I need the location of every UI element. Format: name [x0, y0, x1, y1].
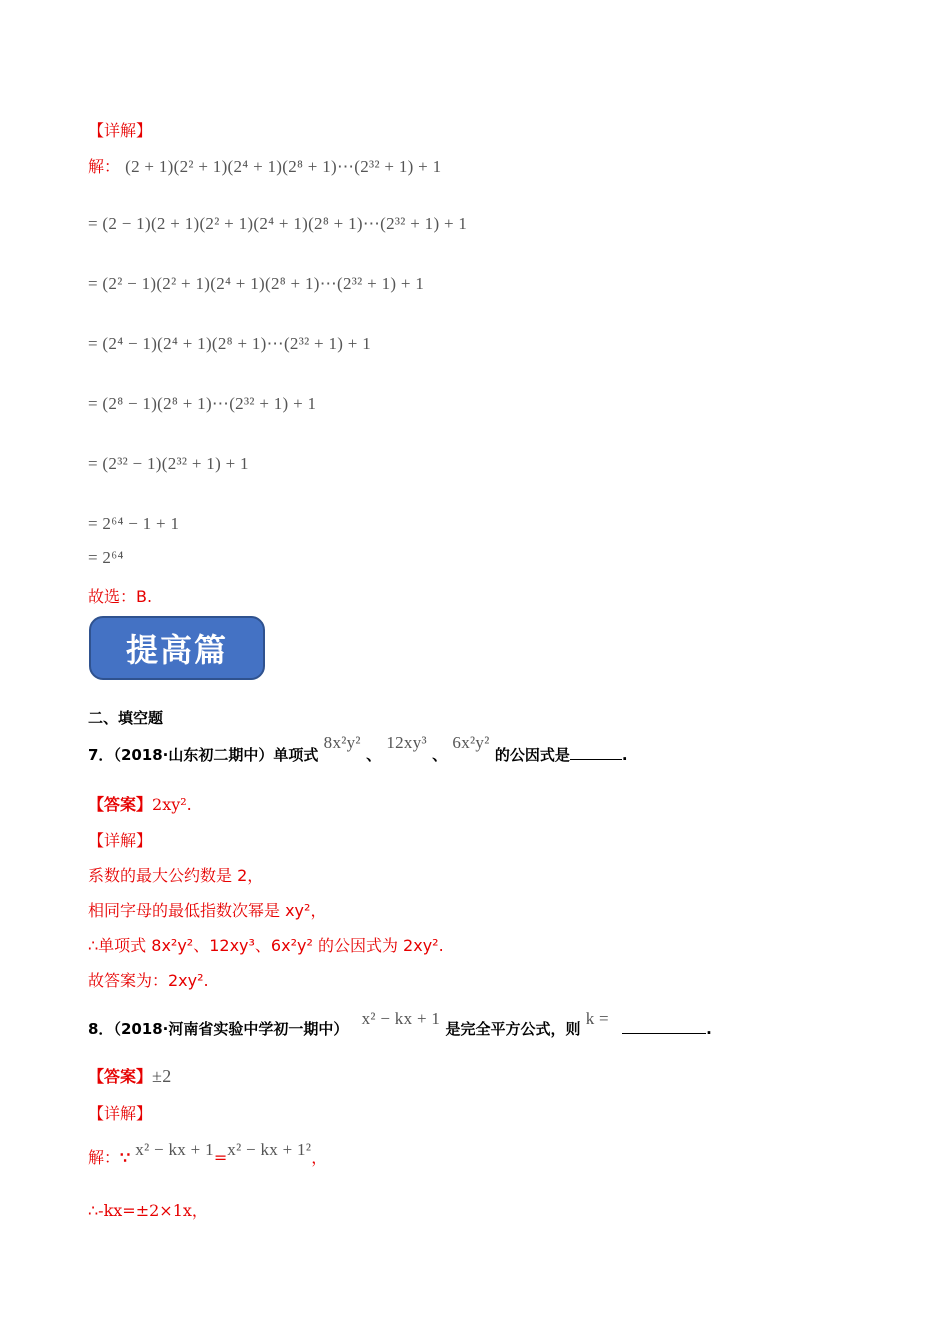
- question-7: [88, 733, 628, 765]
- math-step: = (2⁴ − 1)(2⁴ + 1)(2⁸ + 1)⋯(2³² + 1) + 1: [88, 334, 372, 353]
- detail-tag: 【详解】: [88, 1104, 153, 1123]
- section-heading: 二、填空题: [88, 709, 164, 727]
- detail-line: ∴单项式 8x²y²、12xy³、6x²y² 的公因式为 2xy².: [88, 936, 444, 955]
- solution-line: [88, 1140, 328, 1168]
- question-number: 8．: [88, 1020, 114, 1038]
- answer-tag: 【答案】: [88, 1067, 153, 1086]
- final-choice: 故选：B.: [88, 587, 153, 606]
- math-step: = (2³² − 1)(2³² + 1) + 1: [88, 454, 249, 473]
- detail-line: 相同字母的最低指数次幂是 xy²，: [88, 901, 327, 920]
- expression: x² − kx + 1: [361, 1009, 441, 1028]
- question-end: .: [621, 746, 628, 764]
- rhs-expression: x² − kx + 1²: [227, 1140, 312, 1159]
- math-step: = (2⁸ − 1)(2⁸ + 1)⋯(2³² + 1) + 1: [88, 394, 317, 413]
- equals-sign: =: [213, 1148, 228, 1167]
- detail-tag: 【详解】: [88, 121, 153, 140]
- lhs-expression: x² − kx + 1: [135, 1140, 214, 1159]
- detail-tag: 【详解】: [88, 831, 153, 850]
- because-symbol: ∵: [120, 1148, 131, 1167]
- question-end: .: [706, 1020, 712, 1038]
- question-text: 的公因式是: [494, 746, 570, 764]
- conclusion-line: ∴-kx=±2×1x，: [88, 1201, 208, 1220]
- answer-tag: 【答案】: [88, 795, 153, 814]
- question-source: （2018·山东初二期中）: [113, 746, 274, 764]
- solution-line-1: [88, 154, 441, 177]
- comma: ，: [311, 1148, 328, 1167]
- solution-intro: 解：: [88, 1148, 121, 1167]
- answer-value: 2xy².: [152, 795, 192, 814]
- math-step: = (2 − 1)(2 + 1)(2² + 1)(2⁴ + 1)(2⁸ + 1)⋯(2³² + 1) + 1: [88, 214, 468, 233]
- math-step: = 2⁶⁴: [88, 548, 124, 567]
- section-banner: [89, 616, 265, 680]
- separator: 、: [432, 746, 448, 764]
- math-step: = (2² − 1)(2² + 1)(2⁴ + 1)(2⁸ + 1)⋯(2³² + 1) + 1: [88, 274, 425, 293]
- question-text: 单项式: [273, 746, 319, 764]
- question-number: 7．: [88, 746, 114, 764]
- detail-line: 系数的最大公约数是 2，: [88, 866, 264, 885]
- solution-intro: 解：: [88, 157, 121, 176]
- question-text: 是完全平方公式，则: [445, 1020, 581, 1038]
- banner-title: 提高篇: [125, 631, 228, 669]
- monomial-1: 8x²y²: [323, 733, 361, 752]
- monomial-3: 6x²y²: [452, 733, 490, 752]
- math-step: = 2⁶⁴ − 1 + 1: [88, 514, 180, 533]
- answer-value: ±2: [152, 1066, 172, 1086]
- question-source: （2018·河南省实验中学初一期中）: [113, 1020, 349, 1038]
- k-label: k =: [585, 1009, 609, 1028]
- question-8: [88, 1009, 712, 1039]
- answer-blank: [570, 745, 622, 760]
- separator: 、: [366, 746, 382, 764]
- detail-line: 故答案为：2xy².: [88, 971, 209, 990]
- monomial-2: 12xy³: [386, 733, 427, 752]
- answer-blank: [622, 1019, 706, 1034]
- math-step: (2 + 1)(2² + 1)(2⁴ + 1)(2⁸ + 1)⋯(2³² + 1) + 1: [125, 157, 442, 176]
- answer-8: [88, 1064, 172, 1087]
- answer-7: [88, 792, 192, 815]
